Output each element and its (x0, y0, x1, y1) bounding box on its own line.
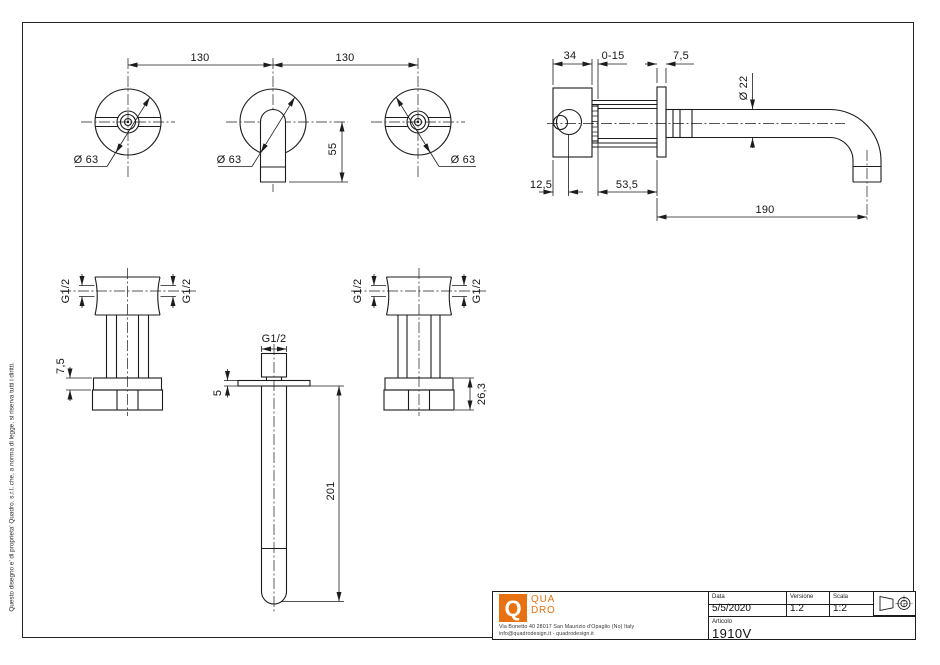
date-cell (708, 592, 786, 616)
logo-word-top: QUA (531, 594, 556, 605)
dim-34: 34 (563, 50, 577, 62)
dim-0-15: 0-15 (601, 50, 625, 62)
address-line-1: Via Bonetto 40 28017 San Maurizio d'Opaglio (No) Italy (499, 624, 635, 630)
logo-word-bottom: DRO (531, 604, 556, 616)
dim-7-5: 7,5 (673, 50, 689, 62)
article-cell (708, 616, 916, 640)
g12-valve-right-a: G1/2 (352, 278, 364, 304)
dim-53-5: 53,5 (615, 179, 639, 191)
dim-7-5-valve: 7,5 (55, 358, 67, 374)
g12-valve-left-a: G1/2 (60, 278, 72, 304)
dim-201: 201 (325, 481, 337, 501)
title-block (492, 591, 916, 640)
date-label: Data (709, 592, 786, 605)
front-view-geometry (75, 58, 476, 192)
projection-cell (873, 592, 916, 616)
valve-left-geometry (60, 268, 196, 416)
g12-valve-left-b: G1/2 (181, 278, 193, 304)
article-label: Articolo (712, 618, 733, 625)
version-label: Versione (787, 592, 829, 605)
date-value: 5/5/2020 (712, 603, 751, 614)
dia-22: Ø 22 (738, 75, 750, 101)
g12-spout: G1/2 (261, 333, 287, 345)
logo-wordmark (531, 595, 556, 616)
logo-letter: Q (504, 596, 522, 621)
version-cell (786, 592, 829, 616)
copyright-note: Questo disegno e' di proprieta' Quadro. s.r.l. che, a norma di legge, si riserva tutti i diritti. (8, 362, 16, 612)
dim-5: 5 (212, 389, 224, 397)
dia-63-right: Ø 63 (450, 154, 476, 166)
spout-top-geometry (224, 344, 344, 612)
dia-63-left: Ø 63 (73, 154, 99, 166)
projection-symbol-icon (874, 592, 916, 615)
g12-valve-right-b: G1/2 (471, 278, 483, 304)
dim-55: 55 (327, 142, 339, 156)
scale-label: Scala (830, 592, 873, 605)
address-line-2: info@quadrodesign.it - quadrodesign.it (499, 631, 594, 637)
dim-130-left: 130 (190, 52, 210, 64)
version-value: 1.2 (790, 603, 804, 614)
quadro-logo-icon (499, 594, 527, 622)
dim-190: 190 (755, 204, 775, 216)
valve-right-geometry (351, 268, 486, 416)
article-value: 1910V (712, 626, 752, 641)
dim-26-3: 26,3 (476, 382, 488, 406)
dim-12-5: 12,5 (529, 179, 553, 191)
dia-63-mid: Ø 63 (216, 154, 242, 166)
dim-130-right: 130 (335, 52, 355, 64)
side-view-geometry (539, 59, 881, 222)
scale-value: 1:2 (833, 603, 847, 614)
scale-cell (829, 592, 873, 616)
